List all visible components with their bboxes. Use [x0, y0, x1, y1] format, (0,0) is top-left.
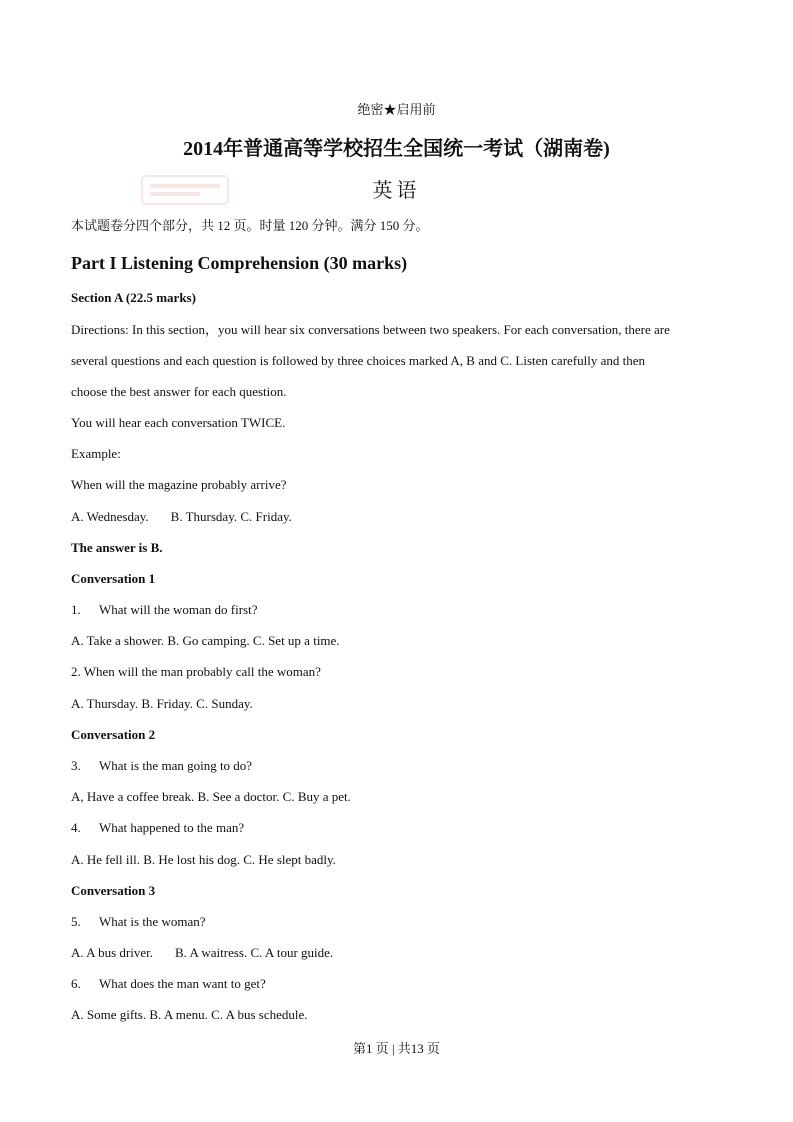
question-number: 6.: [71, 976, 81, 991]
question-text: What is the man going to do?: [99, 758, 253, 773]
question: 2. When will the man probably call the woman?: [71, 664, 321, 679]
section-title: Section A (22.5 marks): [71, 290, 196, 305]
option-a: A. A bus driver.: [71, 945, 153, 960]
question-options: [71, 945, 333, 961]
question-options: A, Have a coffee break. B. See a doctor. C. Buy a pet.: [71, 789, 351, 804]
question-number: 1.: [71, 602, 81, 617]
conversation-heading: Conversation 2: [71, 727, 156, 742]
directions-line-2: several questions and each question is followed by three choices marked A, B and C. Listen carefully and then: [71, 353, 645, 368]
exam-info: 本试题卷分四个部分，共 12 页。时量 120 分钟。满分 150 分。: [71, 218, 429, 233]
twice-note: You will hear each conversation TWICE.: [71, 415, 286, 430]
question: [71, 758, 252, 774]
question-options: A. Thursday. B. Friday. C. Sunday.: [71, 696, 253, 711]
directions-line-1: Directions: In this section，you will hear six conversations between two speakers. For each conversation, there are: [71, 322, 670, 337]
question-options: A. Some gifts. B. A menu. C. A bus schedule.: [71, 1007, 308, 1022]
example-option-a: A. Wednesday.: [71, 509, 149, 524]
directions-line-3: choose the best answer for each question.: [71, 384, 287, 399]
exam-title: 2014年普通高等学校招生全国统一考试（湖南卷): [183, 138, 610, 160]
question-text: What does the man want to get?: [99, 976, 266, 991]
question-number: 3.: [71, 758, 81, 773]
conversation-heading: Conversation 3: [71, 883, 156, 898]
question: [71, 914, 206, 930]
example-question: When will the magazine probably arrive?: [71, 477, 287, 492]
page-footer: 第1 页 | 共13 页: [352, 1041, 441, 1056]
question: [71, 602, 258, 618]
question-number: 5.: [71, 914, 81, 929]
question-options: A. Take a shower. B. Go camping. C. Set up a time.: [71, 633, 340, 648]
option-bc: B. A waitress. C. A tour guide.: [174, 945, 334, 960]
question: [71, 820, 244, 836]
part-title: Part I Listening Comprehension (30 marks): [71, 253, 408, 273]
example-option-bc: B. Thursday. C. Friday.: [170, 509, 292, 524]
example-label: Example:: [71, 446, 121, 461]
question-text: What will the woman do first?: [99, 602, 258, 617]
question-options: A. He fell ill. B. He lost his dog. C. He slept badly.: [71, 852, 336, 867]
subject-title: 英语: [372, 180, 421, 202]
question-text: What is the woman?: [99, 914, 206, 929]
example-answer: The answer is B.: [71, 540, 163, 555]
example-options: [71, 509, 292, 525]
question-number: 4.: [71, 820, 81, 835]
confidential-label: 绝密★启用前: [357, 102, 436, 117]
question-text: What happened to the man?: [99, 820, 245, 835]
question: [71, 976, 266, 992]
conversation-heading: Conversation 1: [71, 571, 156, 586]
